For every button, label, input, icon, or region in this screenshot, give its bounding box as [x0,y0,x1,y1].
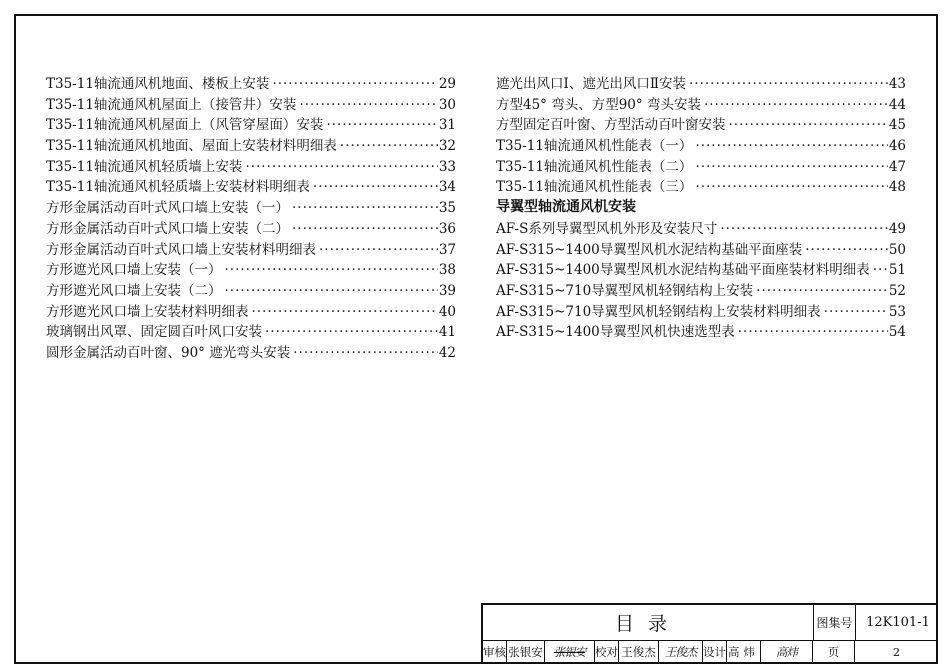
toc-entry-page: 48 [888,179,906,196]
toc-leader-dots [242,159,438,175]
toc-entry-page: 39 [438,282,456,299]
toc-entry [496,217,906,238]
toc-entry [496,175,906,196]
toc-leader-dots [717,221,888,237]
atlas-number: 12K101-1 [855,605,940,640]
toc-entry-title: T35-11轴流通风机轻质墙上安装材料明细表 [46,179,310,196]
toc-entry-page: 43 [888,76,906,92]
toc-entry-page: 44 [888,96,906,113]
toc-entry [46,134,456,155]
toc-entry [496,320,906,341]
toc-entry-page: 34 [438,179,456,196]
toc-entry-title: AF-S315~1400导翼型风机水泥结构基础平面座装材料明细表 [496,262,870,279]
title-block-signature-row [483,640,938,664]
toc-leader-dots [692,138,888,154]
title-block-top-row [483,605,938,641]
toc-entry-page: 52 [888,282,906,299]
toc-entry [496,134,906,155]
toc-leader-dots [337,138,438,154]
toc-entry [496,93,906,114]
toc-leader-dots [316,242,438,258]
toc-left-column [46,72,456,362]
toc-leader-dots [289,221,438,237]
toc-entry-title: T35-11轴流通风机地面、屋面上安装材料明细表 [46,138,337,155]
toc-entry [46,155,456,176]
toc-entry-page: 35 [438,200,456,217]
toc-leader-dots [735,324,888,340]
toc-leader-dots [222,283,439,299]
toc-entry [496,300,906,321]
toc-entry-page: 45 [888,117,906,134]
toc-entry [46,300,456,321]
toc-entry [46,175,456,196]
toc-entry-title: AF-S315~710导翼型风机轻钢结构上安装材料明细表 [496,303,821,320]
toc-entry-title: 方型45° 弯头、方型90° 弯头安装 [496,96,701,113]
toc-entry [46,279,456,300]
toc-entry [496,113,906,134]
toc-entry [46,196,456,217]
toc-leader-dots [289,200,438,216]
toc-entry-page: 54 [888,324,906,341]
drawing-title: 目录 [614,613,681,635]
toc-leader-dots [870,262,888,278]
toc-leader-dots [686,76,888,92]
toc-entry [496,155,906,176]
toc-entry-title: 方形遮光风口墙上安装（一） [46,262,222,279]
toc-entry-title: 玻璃钢出风罩、固定圆百叶风口安装 [46,324,262,341]
check-signature: 王俊杰 [659,640,703,664]
toc-entry-page: 50 [888,241,906,258]
toc-entry [496,238,906,259]
toc-entry-page: 46 [888,138,906,155]
toc-leader-dots [692,179,888,195]
toc-entry-page: 40 [438,303,456,320]
toc-leader-dots [753,283,888,299]
toc-leader-dots [323,117,438,133]
toc-entry [46,320,456,341]
toc-leader-dots [692,159,888,175]
toc-entry-title: T35-11轴流通风机性能表（三） [496,179,693,196]
review-signature: 张银安 [545,640,595,664]
toc-entry-page: 51 [888,262,906,279]
toc-entry [46,93,456,114]
check-label: 校对 [595,640,619,664]
title-block [481,603,938,664]
toc-entry-title: T35-11轴流通风机轻质墙上安装 [46,158,243,175]
toc-entry-title: 方形金属活动百叶式风口墙上安装材料明细表 [46,241,316,258]
toc-entry-title: 方形遮光风口墙上安装材料明细表 [46,303,249,320]
toc-leader-dots [269,76,438,92]
toc-entry [46,341,456,362]
design-label: 设计 [703,640,727,664]
toc-entry-page: 49 [888,220,906,237]
toc-entry-title: 遮光出风口Ⅰ、遮光出风口Ⅱ安装 [496,76,687,92]
toc-entry [46,113,456,134]
review-name: 张银安 [507,640,545,664]
toc-entry [496,258,906,279]
toc-leader-dots [262,324,438,340]
toc-entry-title: AF-S315~1400导翼型风机快速选型表 [496,324,735,341]
section-heading: 导翼型轴流通风机安装 [496,199,636,216]
toc-right-column [496,72,906,341]
toc-entry-page: 47 [888,158,906,175]
design-name: 高炜 [727,640,761,664]
toc-entry-page: 30 [438,96,456,113]
toc-leader-dots [701,97,888,113]
toc-entry-title: 方形金属活动百叶式风口墙上安装（一） [46,200,289,217]
toc-entry-title: T35-11轴流通风机屋面上（风管穿屋面）安装 [46,117,324,134]
toc-entry-page: 33 [438,158,456,175]
toc-entry-title: T35-11轴流通风机性能表（二） [496,158,693,175]
toc-leader-dots [802,242,888,258]
toc-entry-title: 方形遮光风口墙上安装（二） [46,282,222,299]
atlas-number-label: 图集号 [813,605,855,640]
toc-entry [46,238,456,259]
toc-entry-page: 31 [438,117,456,134]
design-signature: 高炜 [761,640,813,664]
toc-entry [46,258,456,279]
toc-leader-dots [821,304,888,320]
toc-entry-page: 38 [438,262,456,279]
toc-entry-title: 方型固定百叶窗、方型活动百叶窗安装 [496,117,726,134]
toc-entry-page: 37 [438,241,456,258]
toc-entry-page: 41 [438,324,456,341]
toc-entry [496,279,906,300]
toc-leader-dots [726,117,889,133]
toc-entry-title: AF-S315~1400导翼型风机水泥结构基础平面座装 [496,241,803,258]
toc-entry-title: AF-S系列导翼型风机外形及安装尺寸 [496,220,718,237]
toc-entry-title: T35-11轴流通风机地面、楼板上安装 [46,76,270,92]
toc-leader-dots [222,262,439,278]
toc-leader-dots [290,345,438,361]
toc-entry-title: AF-S315~710导翼型风机轻钢结构上安装 [496,282,754,299]
toc-leader-dots [310,179,438,195]
toc-entry [46,72,456,93]
toc-entry-page: 36 [438,220,456,237]
toc-leader-dots [296,97,438,113]
toc-entry-page: 53 [888,303,906,320]
toc-entry-title: 圆形金属活动百叶窗、90° 遮光弯头安装 [46,344,291,361]
toc-entry-page: 29 [438,76,456,92]
page-number: 2 [892,645,901,659]
toc-entry-title: T35-11轴流通风机屋面上（接管井）安装 [46,96,297,113]
toc-entry-title: T35-11轴流通风机性能表（一） [496,138,693,155]
toc-entry [496,72,906,93]
toc-entry-page: 32 [438,138,456,155]
check-name: 王俊杰 [619,640,659,664]
toc-entry-title: 方形金属活动百叶式风口墙上安装（二） [46,220,289,237]
toc-entry-page: 42 [438,344,456,361]
toc-leader-dots [249,304,439,320]
review-label: 审核 [483,640,507,664]
page-label: 页 [813,640,855,664]
toc-entry [46,217,456,238]
